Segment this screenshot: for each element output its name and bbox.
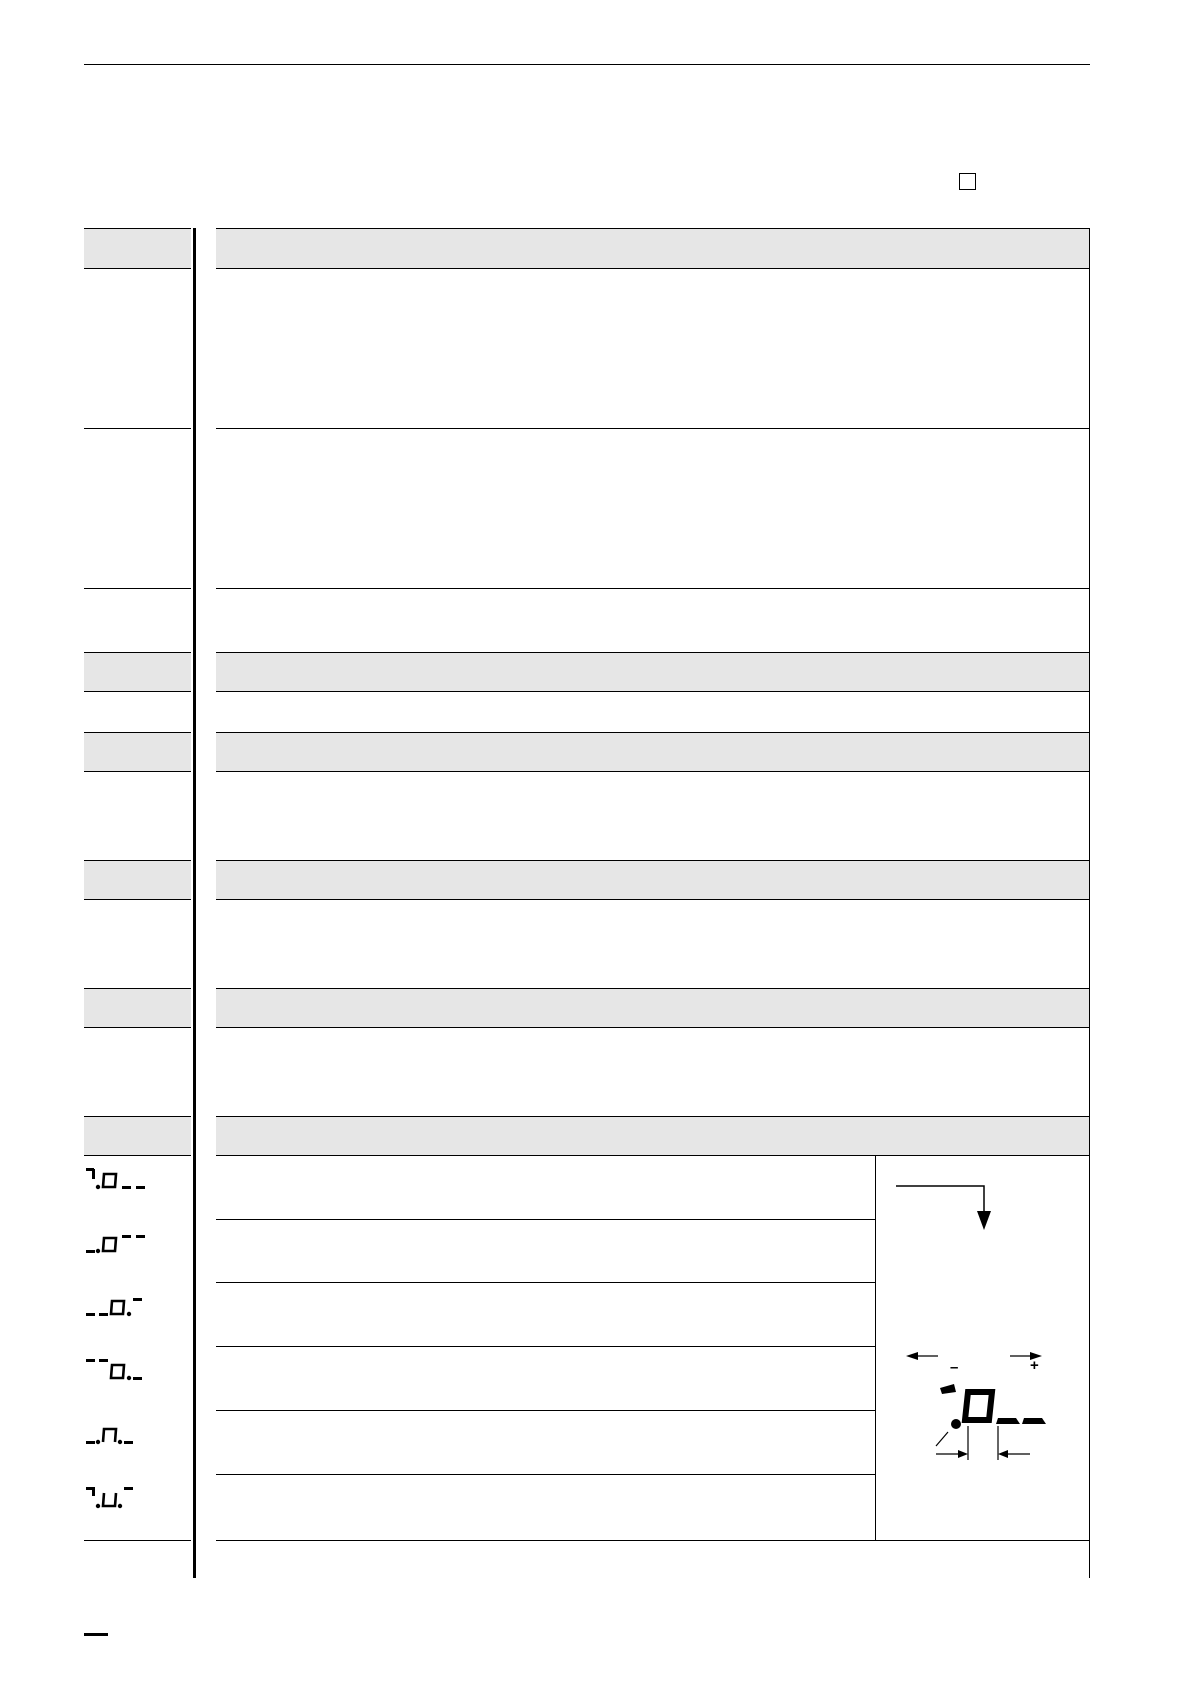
row-rule-right (216, 652, 1090, 653)
segment-display-pattern-3-icon (84, 1292, 154, 1322)
row-rule-left (84, 1116, 191, 1117)
section-header-band-5-right (216, 860, 1089, 899)
row-rule-right (216, 428, 1090, 429)
row-rule-right (216, 988, 1090, 989)
section-header-band-6 (84, 988, 191, 1027)
minus-label: – (950, 1359, 959, 1376)
row-rule-left (84, 428, 191, 429)
row-rule-left (84, 652, 191, 653)
empty-checkbox-icon[interactable] (959, 173, 976, 190)
sub-row-rule (216, 1219, 875, 1220)
top-rule (84, 64, 1090, 65)
section-header-band-7 (84, 1116, 191, 1155)
sub-row-rule (216, 1540, 1090, 1541)
row-rule-right (216, 1027, 1090, 1028)
segment-display-pattern-2-icon (84, 1229, 154, 1259)
section-header-band-4 (84, 732, 191, 771)
footer-rule (84, 1633, 108, 1636)
table-right-border (1089, 228, 1090, 1578)
sub-row-rule (216, 1282, 875, 1283)
section-header-band-6-right (216, 988, 1089, 1027)
section-header-band-1 (84, 229, 191, 268)
row-rule-right (216, 228, 1090, 229)
segment-display-pattern-5-icon (84, 1420, 154, 1450)
row-rule-left (84, 1155, 191, 1156)
row-rule-right (216, 860, 1090, 861)
row-rule-left (84, 268, 191, 269)
row-rule-left (84, 771, 191, 772)
row-rule-right (216, 691, 1090, 692)
row-rule-left (84, 988, 191, 989)
segment-display-pattern-4-icon (84, 1356, 154, 1386)
row-rule-left (84, 1027, 191, 1028)
section-header-band-1-right (216, 229, 1089, 268)
row-rule-left (84, 228, 191, 229)
row-rule-left (84, 691, 191, 692)
row-rule-right (216, 732, 1090, 733)
section-header-band-3 (84, 652, 191, 691)
sub-row-rule (216, 1346, 875, 1347)
segment-display-pattern-1-icon (84, 1165, 154, 1195)
section-header-band-3-right (216, 652, 1089, 691)
section-header-band-5 (84, 860, 191, 899)
segment-display-pattern-6-icon (84, 1484, 154, 1514)
row-rule-left (84, 1540, 191, 1541)
row-rule-left (84, 899, 191, 900)
row-rule-right (216, 1116, 1090, 1117)
row-rule-right (216, 899, 1090, 900)
row-rule-left (84, 860, 191, 861)
section-header-band-4-right (216, 732, 1089, 771)
row-rule-right (216, 268, 1090, 269)
section-header-band-7-right (216, 1116, 1089, 1155)
row-rule-left (84, 588, 191, 589)
row-rule-left (84, 732, 191, 733)
row-rule-right (216, 588, 1090, 589)
sub-row-rule (216, 1474, 875, 1475)
sub-row-rule (216, 1410, 875, 1411)
segment-display-diagram-icon (876, 1156, 1088, 1539)
plus-label: + (1030, 1357, 1039, 1374)
column-divider (193, 228, 196, 1578)
row-rule-right (216, 771, 1090, 772)
